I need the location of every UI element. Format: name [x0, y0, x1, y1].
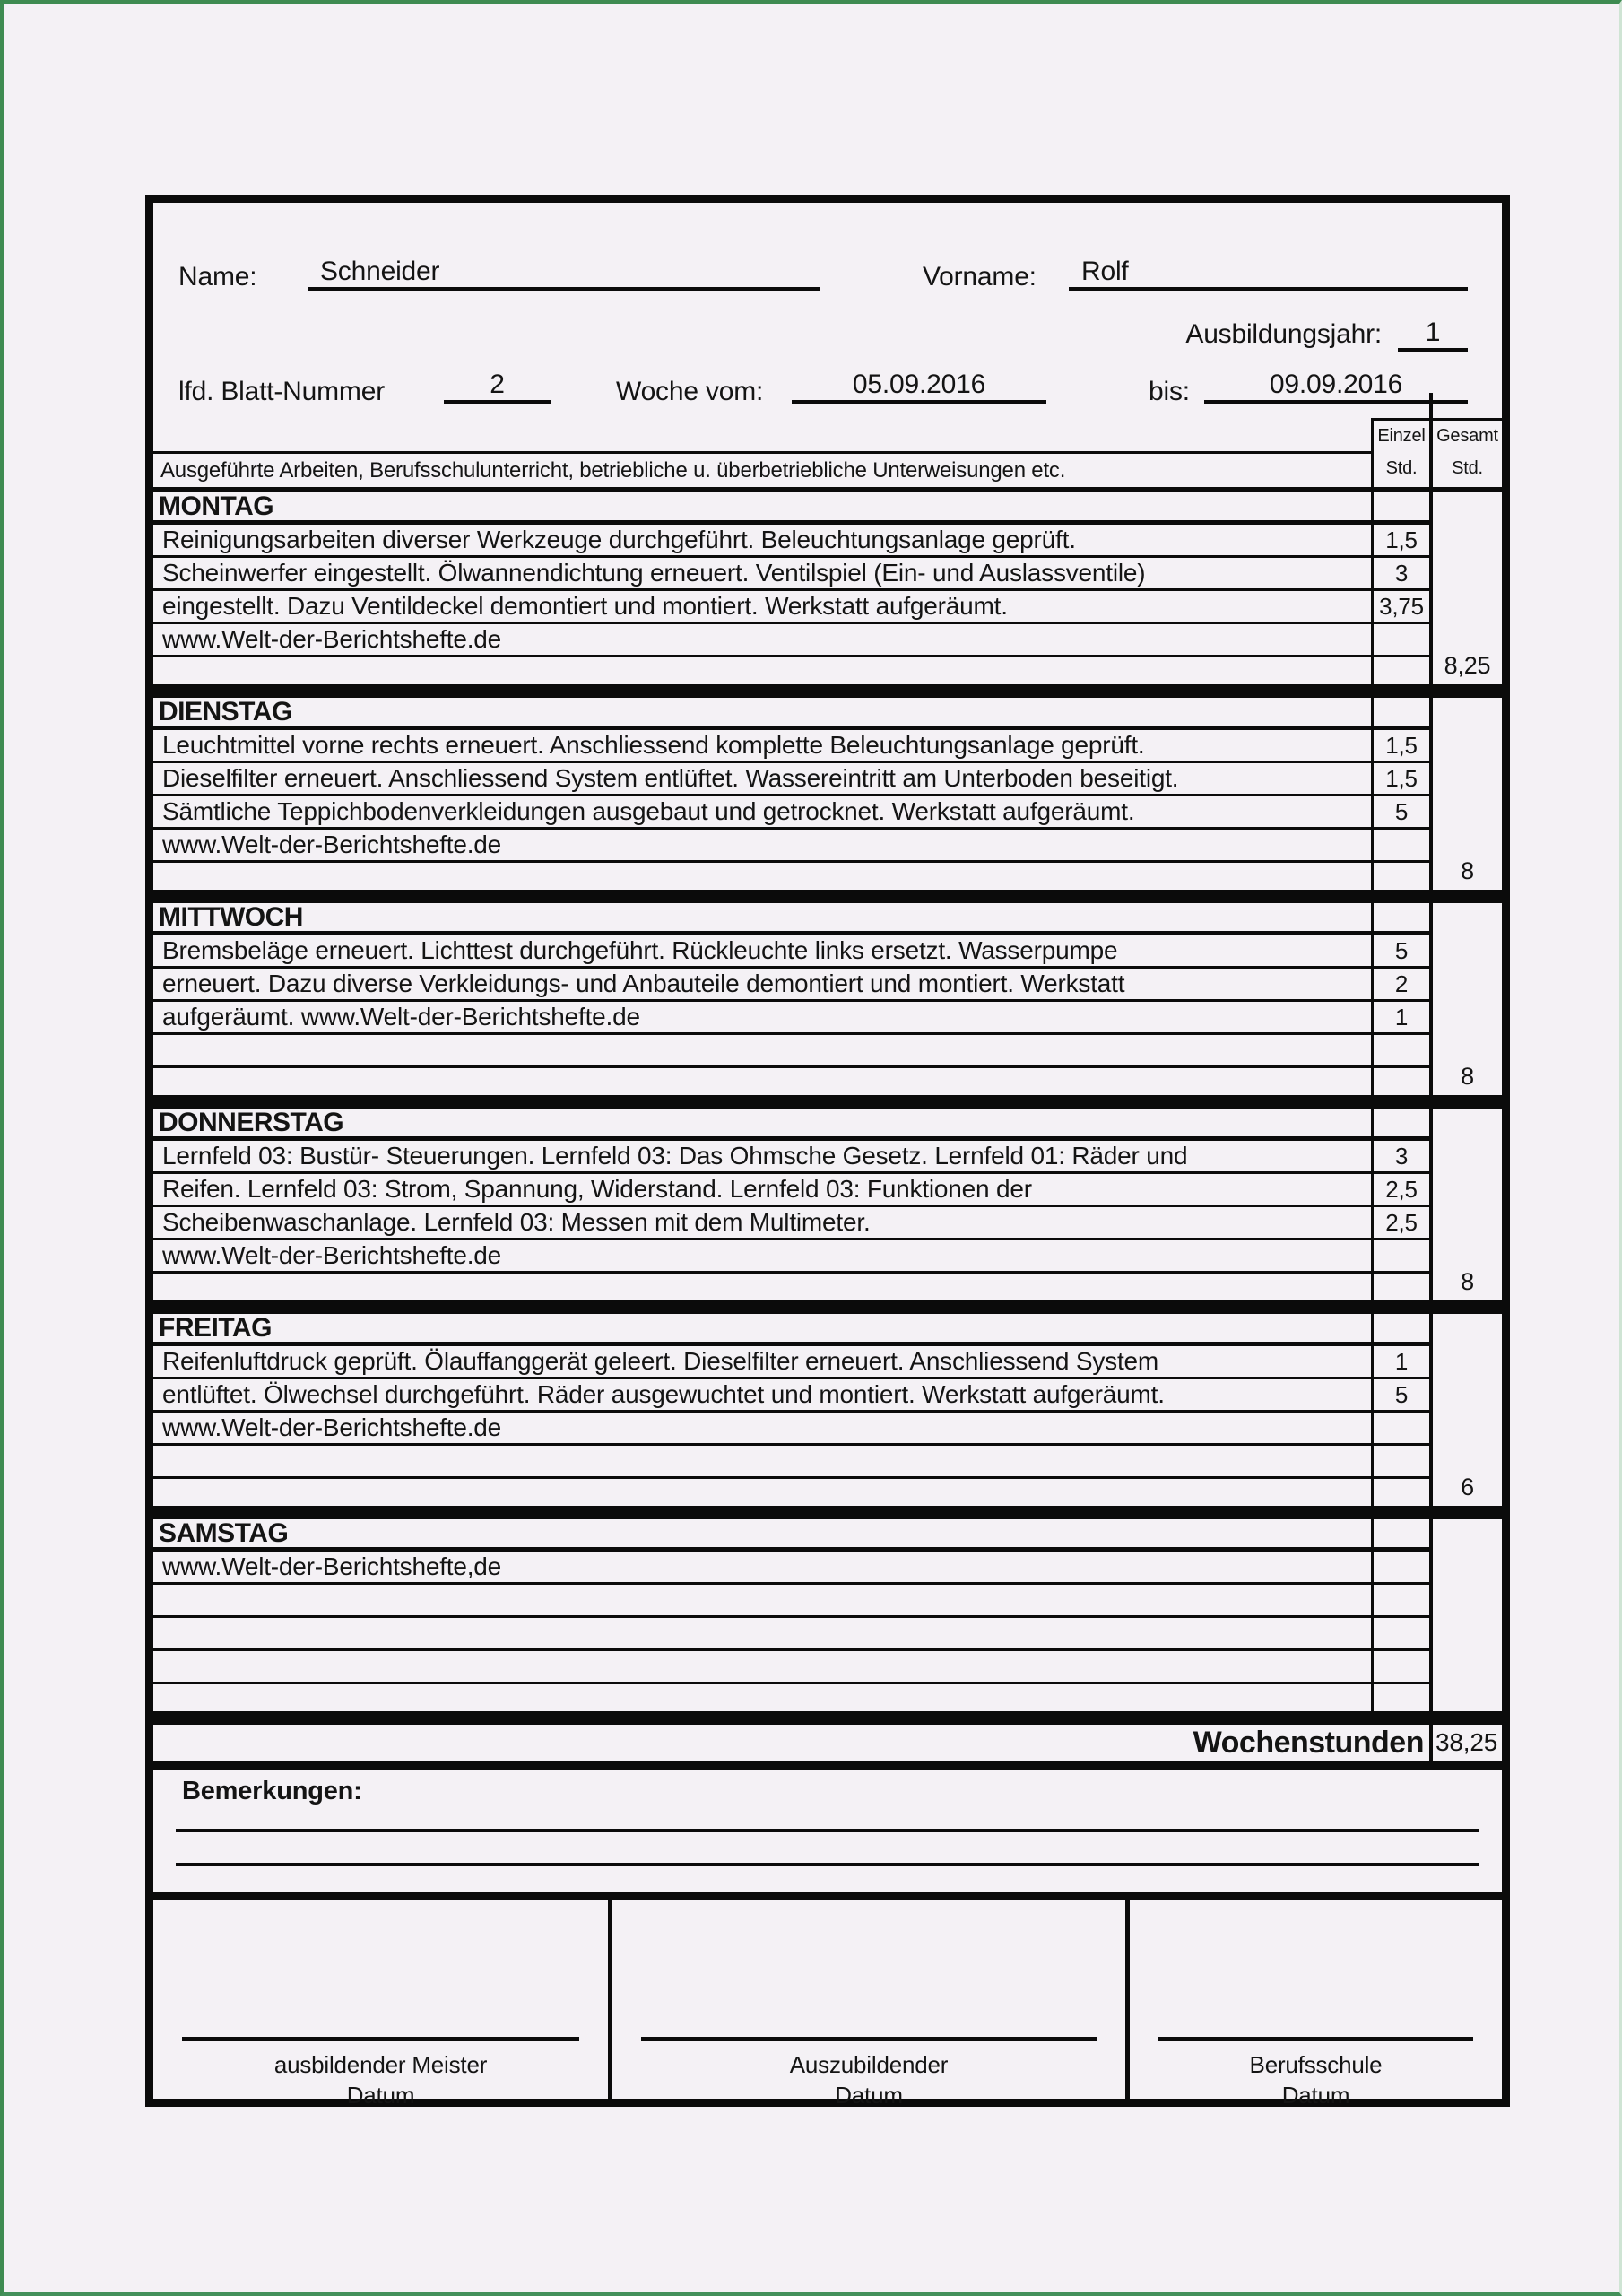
signature-date-label: Datum: [835, 2082, 903, 2109]
day-row-hours: 3: [1371, 1141, 1429, 1171]
signature-line: [182, 2037, 579, 2041]
day-row-hours: 2: [1371, 969, 1429, 999]
signature-date-label: Datum: [346, 2082, 415, 2109]
day-row-hours: 2,5: [1371, 1174, 1429, 1205]
day-rows: [153, 730, 1429, 863]
signature-role-label: Berufsschule: [1249, 2051, 1383, 2078]
day-block: [153, 1109, 1502, 1314]
day-row-text: eingestellt. Dazu Ventildeckel demontiert und montiert. Werkstatt aufgeräumt.: [162, 592, 1008, 620]
blatt-nummer-label: lfd. Blatt-Nummer: [178, 377, 385, 406]
vorname-label: Vorname:: [923, 262, 1037, 291]
day-row-hours: 3: [1371, 558, 1429, 588]
day-rows: [153, 1552, 1429, 1684]
einzel-column-divider: [1371, 1684, 1429, 1711]
day-total: 8,25: [1444, 652, 1491, 679]
day-total: 8: [1461, 1268, 1474, 1295]
work-entry-row: [153, 730, 1429, 763]
work-entry-row: [153, 1035, 1429, 1068]
bemerkungen-label: Bemerkungen:: [182, 1777, 362, 1805]
signature-date-label: Datum: [1281, 2082, 1350, 2109]
bis-field: [1204, 357, 1468, 404]
day-header: [153, 903, 1429, 935]
day-row-text: Scheibenwaschanlage. Lernfeld 03: Messen mit dem Multimeter.: [162, 1208, 871, 1236]
work-entry-row: [153, 830, 1429, 863]
work-entry-row: [153, 1002, 1429, 1035]
work-entry-row: [153, 1413, 1429, 1446]
einzel-column-divider: [1371, 492, 1429, 520]
day-total: 8: [1461, 1063, 1474, 1090]
day-row-text: Leuchtmittel vorne rechts erneuert. Anschliessend komplette Beleuchtungsanlage geprüft.: [162, 731, 1145, 759]
work-entry-row: [153, 591, 1429, 624]
day-row-hours: [1371, 1552, 1429, 1582]
day-row-hours: [1371, 1446, 1429, 1476]
day-row-hours: 5: [1371, 1379, 1429, 1410]
day-block: [153, 698, 1502, 903]
day-total-cell: [1429, 492, 1502, 684]
day-block: [153, 1314, 1502, 1519]
ausbildungsjahr-label: Ausbildungsjahr:: [1185, 319, 1382, 349]
work-entry-row: [153, 1618, 1429, 1651]
day-row-hours: [1371, 624, 1429, 655]
day-row-text: [153, 1035, 1371, 1065]
work-entry-row: [153, 763, 1429, 796]
day-block: [153, 1519, 1502, 1725]
woche-vom-label: Woche vom:: [616, 377, 764, 406]
description-column-header: Ausgeführte Arbeiten, Berufsschulunterricht, betriebliche u. überbetriebliche Unterweisungen etc.: [153, 451, 1371, 487]
blatt-nummer-value: 2: [490, 370, 505, 399]
ausbildungsjahr-value: 1: [1425, 317, 1441, 347]
day-row-text: Bremsbeläge erneuert. Lichttest durchgeführt. Rückleuchte links ersetzt. Wasserpumpe: [162, 936, 1118, 964]
work-entry-row: [153, 624, 1429, 657]
day-name: MITTWOCH: [159, 902, 303, 932]
day-row-hours: 1: [1371, 1002, 1429, 1032]
day-total: 8: [1461, 857, 1474, 884]
day-total-cell: [1429, 1314, 1502, 1506]
work-entry-row: [153, 935, 1429, 969]
day-header: [153, 1519, 1429, 1552]
day-rows: [153, 1346, 1429, 1479]
day-row-hours: 1,5: [1371, 525, 1429, 555]
signature-line: [1158, 2037, 1473, 2041]
work-entry-row: [153, 969, 1429, 1002]
name-value: Schneider: [320, 257, 440, 286]
work-entry-row: [153, 1346, 1429, 1379]
day-row-hours: [1371, 1651, 1429, 1682]
day-row-hours: 2,5: [1371, 1207, 1429, 1238]
einzel-column-divider: [1371, 1479, 1429, 1506]
day-header: [153, 1109, 1429, 1141]
einzel-column-divider: [1371, 903, 1429, 931]
day-row-hours: [1371, 1413, 1429, 1443]
einzel-column-divider: [1371, 1274, 1429, 1300]
einzel-column-divider: [1371, 1519, 1429, 1547]
day-sum-row: [153, 1479, 1429, 1506]
day-row-text: www.Welt-der-Berichtshefte.de: [162, 625, 502, 653]
einzel-column-divider: [1371, 1109, 1429, 1136]
day-row-hours: [1371, 1585, 1429, 1615]
day-sum-row: [153, 657, 1429, 684]
day-block: [153, 903, 1502, 1109]
day-row-text: [153, 1446, 1371, 1476]
bemerkungen-line-1: [176, 1829, 1479, 1832]
day-header: [153, 1314, 1429, 1346]
work-entry-row: [153, 1141, 1429, 1174]
day-row-hours: [1371, 830, 1429, 860]
work-entry-row: [153, 525, 1429, 558]
bis-label: bis:: [1149, 377, 1190, 406]
day-row-hours: 5: [1371, 796, 1429, 827]
signature-box-auszubildender: [608, 1900, 1125, 2109]
signature-role-label: ausbildender Meister: [273, 2051, 488, 2078]
einzel-column-divider: [1371, 698, 1429, 726]
work-entry-row: [153, 1446, 1429, 1479]
day-name: MONTAG: [159, 491, 274, 521]
day-name: DIENSTAG: [159, 697, 292, 726]
day-name: SAMSTAG: [159, 1518, 289, 1548]
einzel-column-divider: [1371, 1314, 1429, 1342]
signature-section: [153, 1892, 1502, 2109]
day-row-hours: 5: [1371, 935, 1429, 966]
work-entry-row: [153, 558, 1429, 591]
work-entry-row: [153, 1174, 1429, 1207]
gesamt-std-column-header: [1429, 418, 1502, 487]
day-row-text: [153, 1585, 1371, 1615]
day-row-text: Scheinwerfer eingestellt. Ölwannendichtung erneuert. Ventilspiel (Ein- und Auslassventile): [162, 559, 1146, 587]
work-entry-row: [153, 1585, 1429, 1618]
signature-box-berufsschule: [1125, 1900, 1502, 2109]
day-row-hours: 1,5: [1371, 763, 1429, 794]
day-row-text: erneuert. Dazu diverse Verkleidungs- und Anbauteile demontiert und montiert. Werkstatt: [162, 970, 1125, 997]
work-entry-row: [153, 1379, 1429, 1413]
einzel-column-divider: [1371, 1068, 1429, 1095]
day-rows: [153, 525, 1429, 657]
day-row-hours: 1,5: [1371, 730, 1429, 761]
signature-box-meister: [153, 1900, 608, 2109]
name-label: Name:: [178, 262, 257, 291]
day-row-hours: 3,75: [1371, 591, 1429, 622]
einzel-column-divider: [1371, 863, 1429, 890]
wochenstunden-value: 38,25: [1429, 1725, 1502, 1761]
day-row-hours: 1: [1371, 1346, 1429, 1377]
woche-vom-value: 05.09.2016: [852, 370, 986, 399]
day-row-text: [153, 1651, 1371, 1682]
weekly-report-form: [145, 195, 1510, 2107]
einzel-std-column-header: [1371, 418, 1429, 487]
work-entry-row: [153, 1651, 1429, 1684]
gesamt-std-label: Std.: [1452, 458, 1483, 478]
day-row-text: Sämtliche Teppichbodenverkleidungen ausgebaut und getrocknet. Werkstatt aufgeräumt.: [162, 797, 1135, 825]
work-entry-row: [153, 1207, 1429, 1240]
bemerkungen-line-2: [176, 1863, 1479, 1866]
day-row-hours: [1371, 1035, 1429, 1065]
day-blocks: [153, 492, 1502, 1725]
work-entry-row: [153, 1552, 1429, 1585]
day-row-text: Reinigungsarbeiten diverser Werkzeuge durchgeführt. Beleuchtungsanlage geprüft.: [162, 526, 1076, 553]
day-row-text: Reifen. Lernfeld 03: Strom, Spannung, Widerstand. Lernfeld 03: Funktionen der: [162, 1175, 1032, 1203]
gesamt-label: Gesamt: [1436, 426, 1498, 446]
einzel-label: Einzel: [1377, 426, 1426, 446]
bis-value: 09.09.2016: [1269, 370, 1403, 399]
day-rows: [153, 1141, 1429, 1274]
day-header: [153, 492, 1429, 525]
day-row-hours: [1371, 1618, 1429, 1648]
ausbildungsjahr-field: [1398, 300, 1468, 352]
woche-vom-field: [792, 357, 1046, 404]
table-column-header: [153, 418, 1502, 492]
vorname-value: Rolf: [1081, 257, 1129, 286]
day-total-cell: [1429, 698, 1502, 890]
day-name: DONNERSTAG: [159, 1108, 344, 1137]
name-field: [308, 240, 820, 291]
wochenstunden-label: Wochenstunden: [1193, 1725, 1424, 1760]
day-sum-row: [153, 1274, 1429, 1300]
vorname-field: [1069, 240, 1468, 291]
day-total-cell: [1429, 903, 1502, 1095]
day-row-hours: [1371, 1240, 1429, 1271]
day-row-text: Reifenluftdruck geprüft. Ölauffanggerät geleert. Dieselfilter erneuert. Anschliessend System: [162, 1347, 1159, 1375]
signature-role-label: Auszubildender: [789, 2051, 949, 2078]
day-row-text: www.Welt-der-Berichtshefte.de: [162, 1413, 502, 1441]
day-row-text: [153, 1618, 1371, 1648]
day-row-text: www.Welt-der-Berichtshefte,de: [162, 1552, 502, 1580]
day-rows: [153, 935, 1429, 1068]
day-row-text: Dieselfilter erneuert. Anschliessend System entlüftet. Wassereintritt am Unterboden beseitigt.: [162, 764, 1179, 792]
bemerkungen-section: [153, 1770, 1502, 1892]
day-row-text: www.Welt-der-Berichtshefte.de: [162, 1241, 502, 1269]
day-sum-row: [153, 1684, 1429, 1711]
day-row-text: www.Welt-der-Berichtshefte.de: [162, 831, 502, 858]
work-entry-row: [153, 1240, 1429, 1274]
work-entry-row: [153, 796, 1429, 830]
gesamt-column-stub-line: [1429, 393, 1433, 418]
day-header: [153, 698, 1429, 730]
einzel-column-divider: [1371, 657, 1429, 684]
day-row-text: entlüftet. Ölwechsel durchgeführt. Räder ausgewuchtet und montiert. Werkstatt aufgeräumt.: [162, 1380, 1165, 1408]
week-total-row: [153, 1725, 1502, 1770]
day-block: [153, 492, 1502, 698]
day-sum-row: [153, 1068, 1429, 1095]
day-total-cell: [1429, 1109, 1502, 1300]
day-name: FREITAG: [159, 1313, 272, 1343]
einzel-std-label: Std.: [1385, 458, 1418, 478]
day-row-text: Lernfeld 03: Bustür- Steuerungen. Lernfeld 03: Das Ohmsche Gesetz. Lernfeld 01: Räder und: [162, 1142, 1188, 1170]
day-row-text: aufgeräumt. www.Welt-der-Berichtshefte.de: [162, 1003, 640, 1031]
blatt-nummer-field: [444, 357, 551, 404]
day-total-cell: [1429, 1519, 1502, 1711]
form-header: [153, 203, 1502, 418]
day-total: 6: [1461, 1474, 1474, 1500]
signature-line: [641, 2037, 1097, 2041]
day-sum-row: [153, 863, 1429, 890]
